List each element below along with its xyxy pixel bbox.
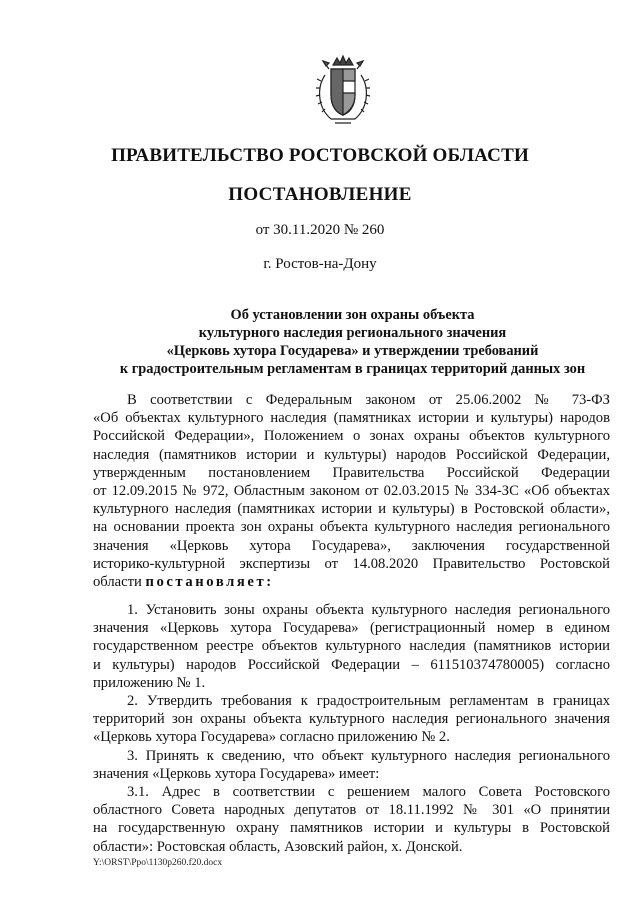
preamble-line: историко-культурной экспертизы от 14.08.2020 Правительство Ростовской [93, 555, 610, 572]
date-number: от 30.11.2020 № 260 [255, 222, 385, 238]
item-line: территорий зон охраны объекта культурного наследия регионального значения [93, 711, 610, 728]
preamble-line: В соответствии с Федеральным законом от 25.06.2002 № 73-ФЗ [127, 392, 610, 408]
title-line: «Церковь хутора Государева» и утверждении требований [166, 343, 539, 359]
preamble [93, 391, 610, 591]
title-line: к градостроительным регламентам в границах территорий данных зон [119, 361, 586, 377]
document-title [95, 306, 610, 378]
preamble-line: наследия (памятников истории и культуры) народов Российской Федерации, [93, 446, 610, 463]
preamble-line: от 12.09.2015 № 972, Областным законом от 02.03.2015 № 334-ЗС «Об объектах [93, 483, 610, 500]
item-line: значения «Церковь хутора Государева» имеет: [93, 765, 380, 782]
item-line: государственном реестре объектов культурного наследия (памятников истории [93, 638, 610, 655]
organization-name: ПРАВИТЕЛЬСТВО РОСТОВСКОЙ ОБЛАСТИ [111, 145, 529, 166]
item-line: области»: Ростовская область, Азовский район, х. Донской. [93, 838, 463, 855]
item-line: областного Совета народных депутатов от 18.11.1992 № 301 «О принятии [93, 802, 610, 819]
resolves-word: постановляет: [145, 574, 274, 591]
resolution-items [93, 601, 610, 856]
coat-of-arms-icon [313, 55, 373, 127]
preamble-last-line [93, 573, 610, 591]
title-line: культурного наследия регионального значения [198, 325, 507, 341]
item-line: «Церковь хутора Государева» согласно приложению № 2. [93, 729, 450, 746]
item-line: приложению № 1. [93, 674, 206, 691]
item-line: 1. Установить зоны охраны объекта культурного наследия регионального [127, 602, 610, 618]
title-line: Об установлении зон охраны объекта [230, 307, 475, 323]
item-line: на государственную охрану памятников истории и культуры в Ростовской [93, 820, 610, 837]
item-line: 3.1. Адрес в соответствии с решением малого Совета Ростовского [127, 784, 610, 801]
item-line: 2. Утвердить требования к градостроительным регламентам в границах [127, 693, 610, 710]
file-path: Y:\ORST\Ppo\1130p260.f20.docx [93, 858, 223, 868]
preamble-line: значения «Церковь хутора Государева», заключения государственной [93, 537, 610, 554]
item-line: 3. Принять к сведению, что объект культурного наследия регионального [127, 747, 610, 764]
preamble-line: «Об объектах культурного наследия (памятниках истории и культуры) народов [93, 410, 610, 427]
city: г. Ростов-на-Дону [263, 256, 377, 272]
preamble-line: Российской Федерации», Положением о зонах охраны объектов культурного [93, 428, 610, 445]
preamble-line: на основании проекта зон охраны объекта культурного наследия регионального [93, 519, 610, 536]
item-line: значения «Церковь хутора Государева» (регистрационный номер в едином [93, 620, 610, 637]
item-line: и культуры) народов Российской Федерации – 611510374780005) согласно [93, 656, 610, 673]
preamble-line: культурного наследия (памятниках истории и культуры) в Ростовской области», [93, 501, 610, 518]
document-type: ПОСТАНОВЛЕНИЕ [228, 184, 412, 205]
preamble-line: утвержденным постановлением Правительства Российской Федерации [93, 464, 610, 481]
preamble-prefix: области [93, 574, 142, 591]
